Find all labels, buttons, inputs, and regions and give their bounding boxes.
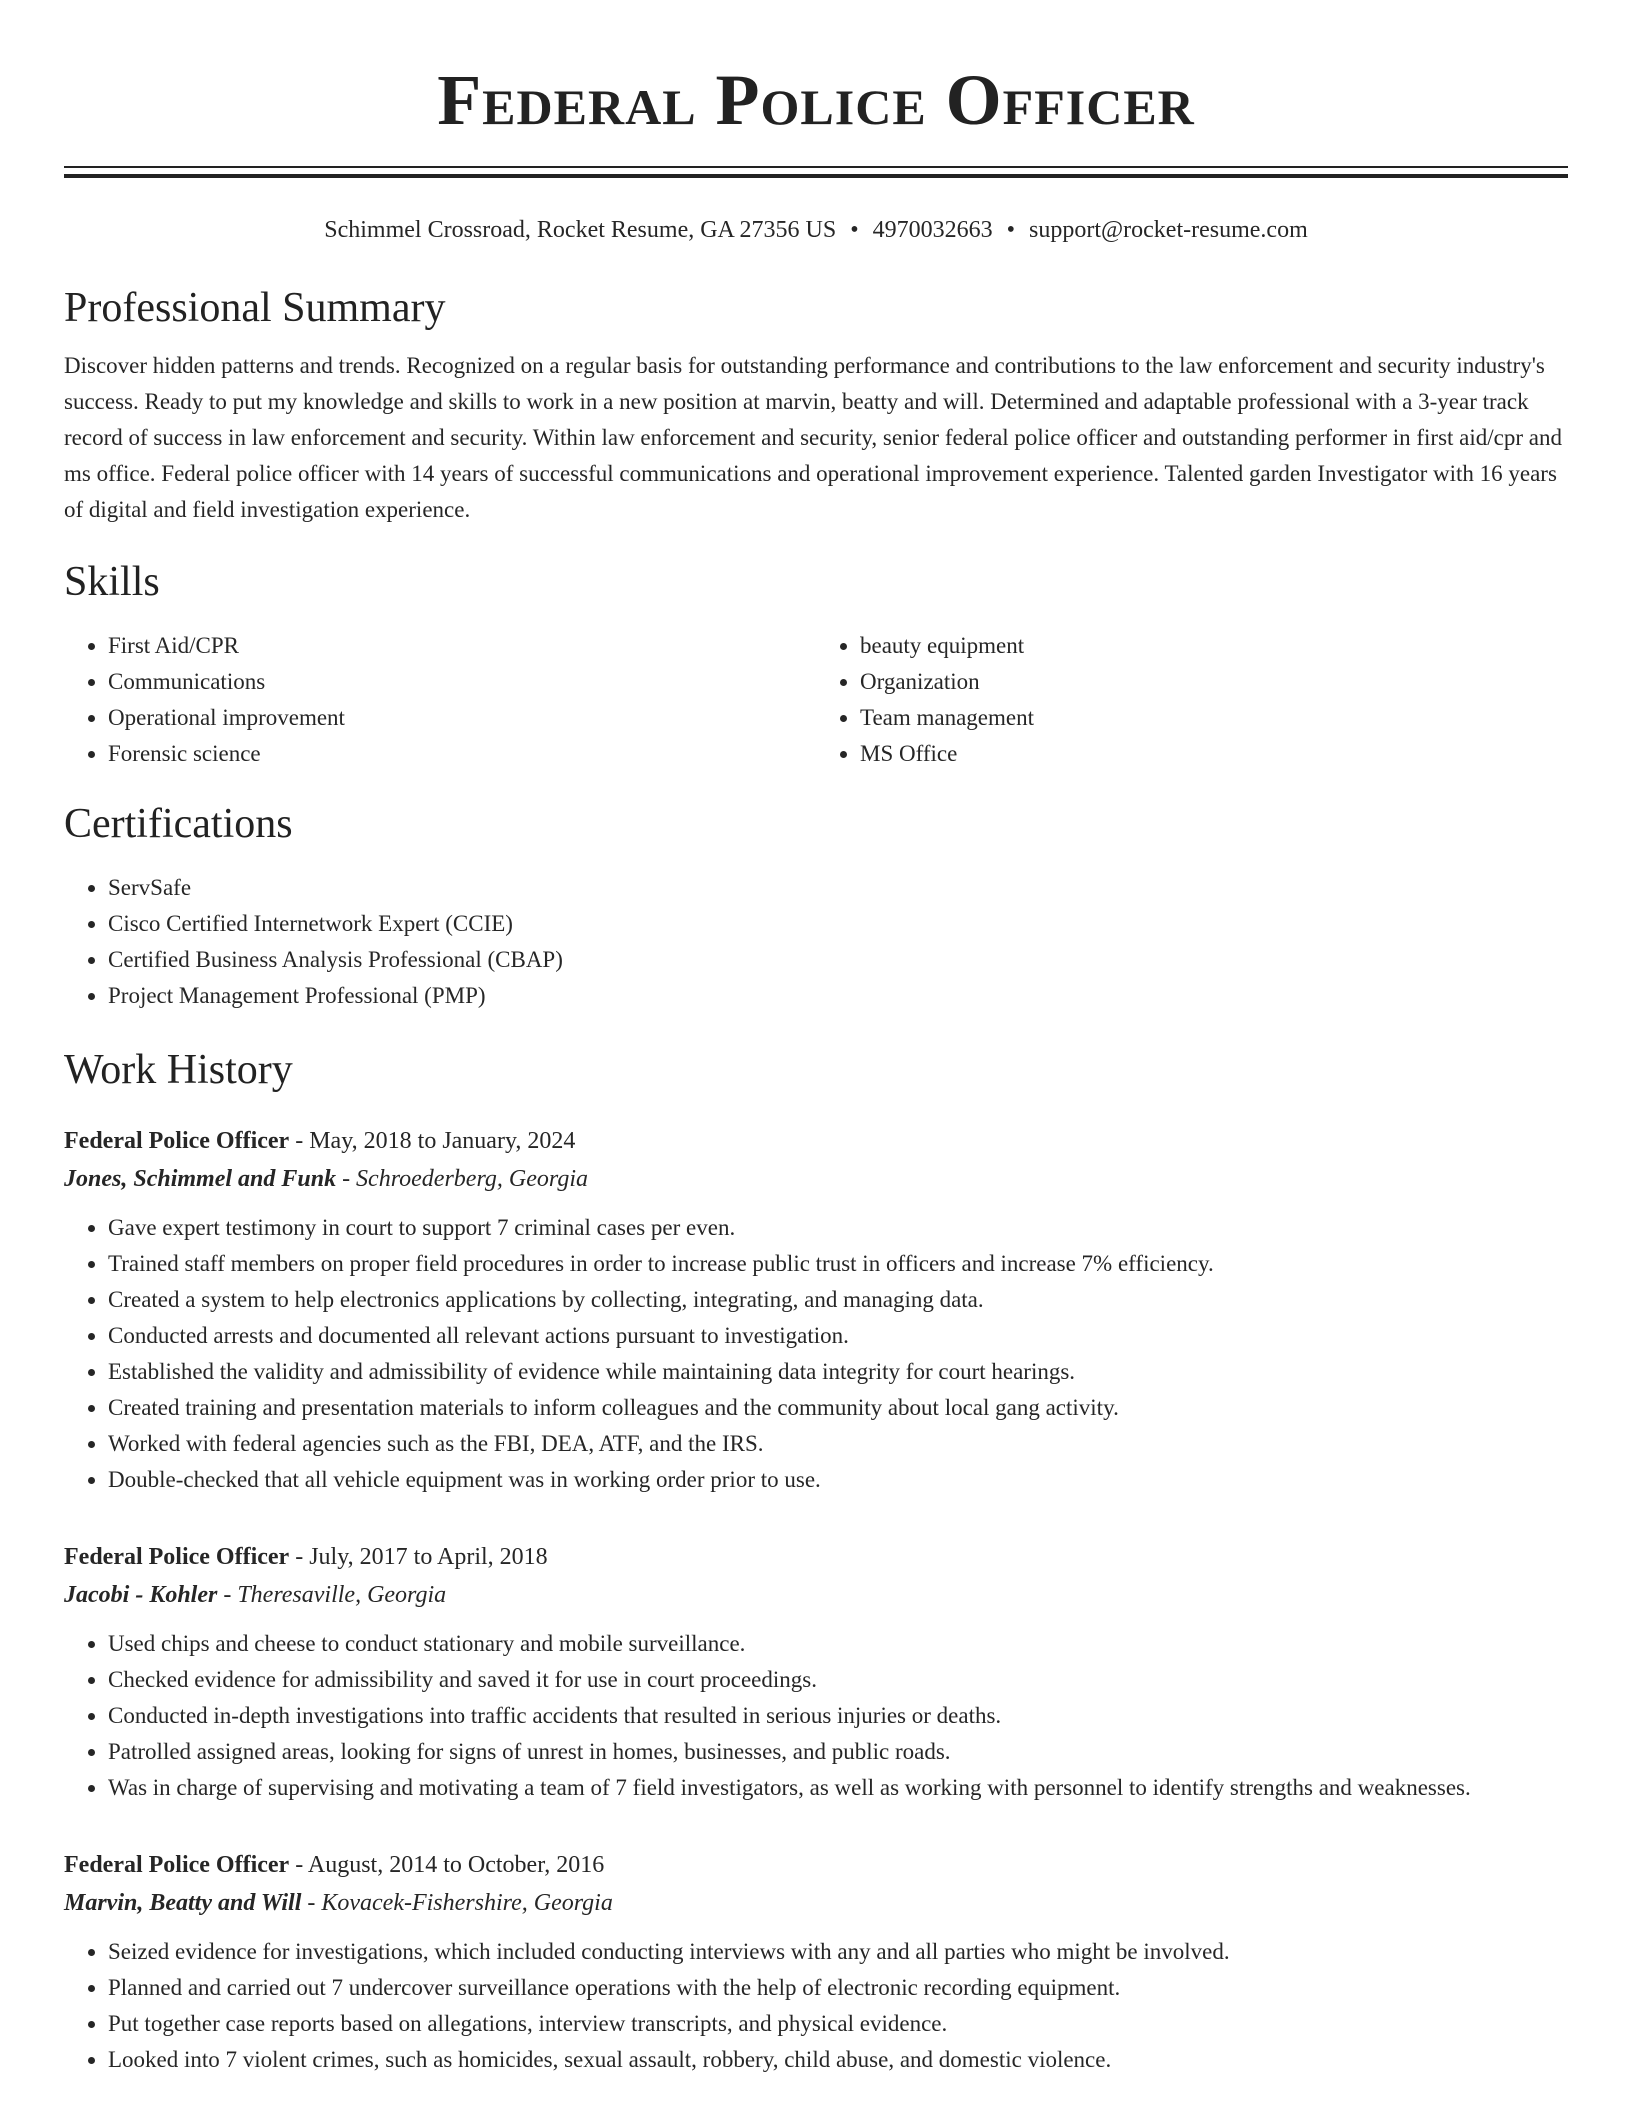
- job-company-line: [64, 1160, 1568, 1198]
- skills-list-left: [64, 628, 816, 772]
- job-dates: - August, 2014 to October, 2016: [289, 1852, 605, 1878]
- work-history-heading: Work History: [64, 1047, 293, 1093]
- summary-text: Discover hidden patterns and trends. Recognized on a regular basis for outstanding performance and contributions to the law enforcement and security industry's success. Ready to put my knowledge and skills to work in a new position at marvin, beatty and will. Determined and adaptable professional with a 3-year track record of success in law enforcement and security. Within law enforcement and security, senior federal police officer and outstanding performer in first aid/cpr and ms office. Federal police officer with 14 years of successful communications and operational improvement experience. Talented garden Investigator with 16 years of digital and field investigation experience.: [64, 353, 1562, 522]
- skill-item: • Communications: [108, 664, 816, 700]
- job-duty: • Worked with federal agencies such as the FBI, DEA, ATF, and the IRS.: [108, 1426, 1568, 1462]
- job-location: - Theresaville, Georgia: [217, 1582, 447, 1608]
- job-duty: • Patrolled assigned areas, looking for signs of unrest in homes, businesses, and public roads.: [108, 1734, 1568, 1770]
- certification-item: • Cisco Certified Internetwork Expert (CCIE): [108, 906, 1568, 942]
- job-duty: • Created training and presentation materials to inform colleagues and the community about local gang activity.: [108, 1390, 1568, 1426]
- job-duties-list: [64, 1934, 1568, 2078]
- certifications-heading: Certifications: [64, 801, 293, 847]
- skill-item: • Forensic science: [108, 736, 816, 772]
- skill-item: • Operational improvement: [108, 700, 816, 736]
- contact-separator: •: [850, 217, 859, 243]
- contact-separator: •: [1006, 217, 1016, 243]
- job-company: Marvin, Beatty and Will: [64, 1890, 302, 1916]
- job-location: - Kovacek-Fishershire, Georgia: [301, 1890, 613, 1916]
- job-duty: • Checked evidence for admissibility and saved it for use in court proceedings.: [108, 1662, 1568, 1698]
- job-title: Federal Police Officer: [64, 1544, 290, 1570]
- job-title-line: [64, 1846, 1568, 1884]
- job-duty: • Double-checked that all vehicle equipment was in working order prior to use.: [108, 1462, 1568, 1498]
- job-entry: [64, 1538, 1568, 1806]
- job-title-line: [64, 1122, 1568, 1160]
- summary-heading: Professional Summary: [64, 285, 446, 331]
- skills-heading: Skills: [64, 559, 160, 605]
- job-company-line: [64, 1576, 1568, 1614]
- job-duty: • Created a system to help electronics applications by collecting, integrating, and managing data.: [108, 1282, 1568, 1318]
- certifications-list: [64, 870, 1568, 1014]
- title-divider-thick: [64, 174, 1568, 178]
- job-duty: • Conducted in-depth investigations into traffic accidents that resulted in serious injuries or deaths.: [108, 1698, 1568, 1734]
- certification-item: • ServSafe: [108, 870, 1568, 906]
- job-location: - Schroederberg, Georgia: [336, 1166, 589, 1192]
- job-entry: [64, 1846, 1568, 2078]
- job-duty: • Established the validity and admissibility of evidence while maintaining data integrity for court hearings.: [108, 1354, 1568, 1390]
- resume-page: [64, 0, 1568, 2078]
- job-duties-list: [64, 1626, 1568, 1806]
- job-duty: • Put together case reports based on allegations, interview transcripts, and physical evidence.: [108, 2006, 1568, 2042]
- contact-phone: 4970032663: [872, 217, 993, 243]
- skills-list-right: [816, 628, 1568, 772]
- contact-address: Schimmel Crossroad, Rocket Resume, GA 27356 US: [324, 217, 837, 243]
- job-dates: - July, 2017 to April, 2018: [289, 1544, 548, 1570]
- job-dates: - May, 2018 to January, 2024: [289, 1128, 576, 1154]
- contact-line: [64, 214, 1568, 246]
- contact-email: support@rocket-resume.com: [1029, 217, 1308, 243]
- job-duty: • Was in charge of supervising and motivating a team of 7 field investigators, as well as working with personnel to identify strengths and weaknesses.: [108, 1770, 1568, 1806]
- job-title: Federal Police Officer: [64, 1128, 290, 1154]
- job-duty: • Used chips and cheese to conduct stationary and mobile surveillance.: [108, 1626, 1568, 1662]
- job-entry: [64, 1122, 1568, 1498]
- page-title: Federal Police Officer: [437, 60, 1195, 140]
- job-duty: • Looked into 7 violent crimes, such as homicides, sexual assault, robbery, child abuse, and domestic violence.: [108, 2042, 1568, 2078]
- job-company-line: [64, 1884, 1568, 1922]
- skill-item: • Organization: [860, 664, 1568, 700]
- job-title: Federal Police Officer: [64, 1852, 290, 1878]
- job-duty: • Seized evidence for investigations, which included conducting interviews with any and all parties who might be involved.: [108, 1934, 1568, 1970]
- skill-item: • First Aid/CPR: [108, 628, 816, 664]
- job-duty: • Conducted arrests and documented all relevant actions pursuant to investigation.: [108, 1318, 1568, 1354]
- certification-item: • Project Management Professional (PMP): [108, 978, 1568, 1014]
- job-duty: • Planned and carried out 7 undercover surveillance operations with the help of electronic recording equipment.: [108, 1970, 1568, 2006]
- skills-grid: [64, 628, 1568, 772]
- job-company: Jones, Schimmel and Funk: [64, 1166, 337, 1192]
- skill-item: • MS Office: [860, 736, 1568, 772]
- job-title-line: [64, 1538, 1568, 1576]
- title-divider-thin: [64, 166, 1568, 168]
- job-duties-list: [64, 1210, 1568, 1498]
- certification-item: • Certified Business Analysis Professional (CBAP): [108, 942, 1568, 978]
- skill-item: • Team management: [860, 700, 1568, 736]
- job-duty: • Trained staff members on proper field procedures in order to increase public trust in officers and increase 7% efficiency.: [108, 1246, 1568, 1282]
- skill-item: • beauty equipment: [860, 628, 1568, 664]
- job-duty: • Gave expert testimony in court to support 7 criminal cases per even.: [108, 1210, 1568, 1246]
- job-company: Jacobi - Kohler: [64, 1582, 218, 1608]
